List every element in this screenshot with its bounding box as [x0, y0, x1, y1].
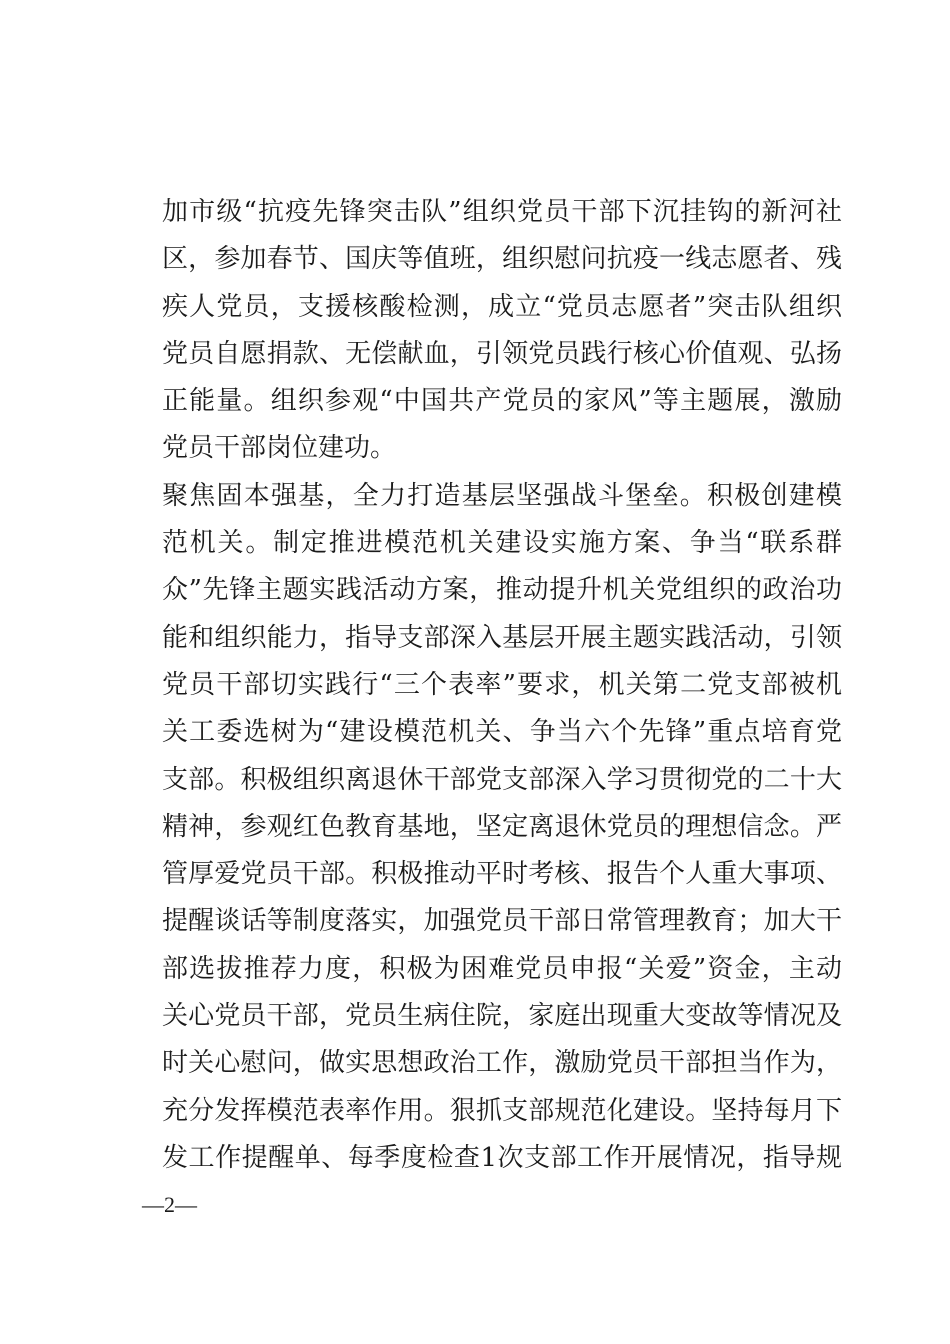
text-line: 正能量。组织参观“中国共产党员的家风”等主题展，激励 — [162, 386, 842, 417]
text-line: 精神，参观红色教育基地，坚定离退休党员的理想信念。严 — [162, 811, 842, 842]
text-line: 加市级“抗疫先锋突击队”组织党员干部下沉挂钩的新河社 — [162, 197, 842, 227]
text-line: 能和组织能力，指导支部深入基层开展主题实践活动，引领 — [162, 622, 842, 653]
text-line: 聚焦固本强基，全力打造基层坚强战斗堡垒。积极创建模 — [162, 480, 842, 511]
page-number: —2— — [142, 1192, 197, 1217]
body-text — [162, 189, 842, 1182]
text-line: 区，参加春节、国庆等值班，组织慰问抗疫一线志愿者、残 — [162, 244, 842, 275]
text-line: 范机关。制定推进模范机关建设实施方案、争当“联系群 — [162, 528, 842, 559]
text-line: 部选拔推荐力度，积极为困难党员申报“关爱”资金，主动 — [162, 953, 842, 984]
text-line: 发工作提醒单、每季度检查1次支部工作开展情况，指导规 — [162, 1142, 842, 1173]
text-line: 管厚爱党员干部。积极推动平时考核、报告个人重大事项、 — [162, 859, 842, 890]
text-line: 疾人党员，支援核酸检测，成立“党员志愿者”突击队组织 — [162, 291, 842, 322]
text-line: 众”先锋主题实践活动方案，推动提升机关党组织的政治功 — [162, 575, 842, 606]
text-line: 充分发挥模范表率作用。狠抓支部规范化建设。坚持每月下 — [162, 1095, 842, 1126]
text-line: 提醒谈话等制度落实，加强党员干部日常管理教育；加大干 — [162, 906, 842, 937]
text-line: 党员干部岗位建功。 — [162, 433, 397, 464]
text-line: 时关心慰问，做实思想政治工作，激励党员干部担当作为， — [162, 1048, 842, 1079]
text-line: 关心党员干部，党员生病住院，家庭出现重大变故等情况及 — [162, 1001, 842, 1032]
text-line: 支部。积极组织离退休干部党支部深入学习贯彻党的二十大 — [162, 764, 842, 795]
text-line: 党员干部切实践行“三个表率”要求，机关第二党支部被机 — [162, 669, 842, 700]
text-line: 关工委选树为“建设模范机关、争当六个先锋”重点培育党 — [162, 717, 842, 748]
text-line: 党员自愿捐款、无偿献血，引领党员践行核心价值观、弘扬 — [162, 338, 842, 369]
